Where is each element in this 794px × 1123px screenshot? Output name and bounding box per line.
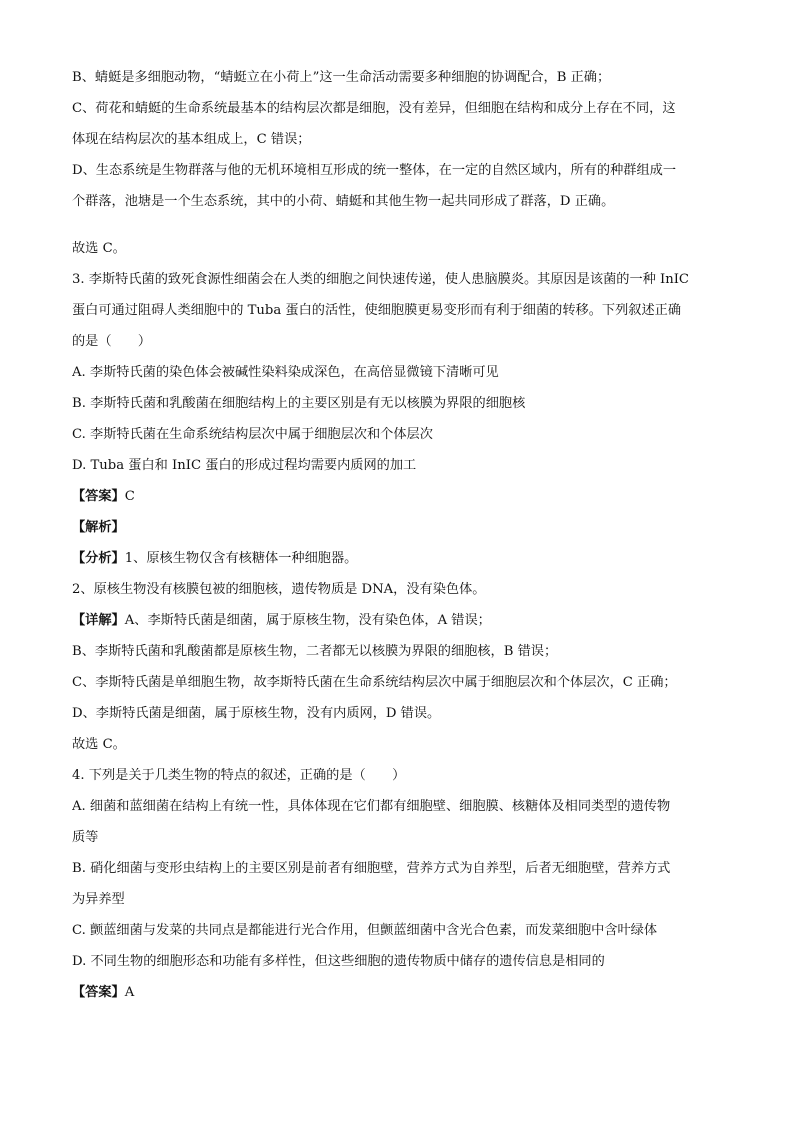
analysis-label: 【分析】 bbox=[72, 551, 125, 566]
q3-detail-a bbox=[72, 605, 722, 636]
paragraph-gap bbox=[72, 217, 722, 233]
q4-option-b-line2: 为异养型 bbox=[72, 892, 125, 907]
q4-stem: 4. 下列是关于几类生物的特点的叙述，正确的是（ ） bbox=[72, 768, 406, 783]
q3-analysis-point2: 2、原核生物没有核膜包被的细胞核，遗传物质是 DNA，没有染色体。 bbox=[72, 582, 486, 597]
q3-stem-line2: 蛋白可通过阻碍人类细胞中的 Tuba 蛋白的活性，使细胞膜更易变形而有利于细菌的转移。下列叙述正确 bbox=[72, 303, 682, 318]
detail-label: 【详解】 bbox=[72, 613, 125, 628]
q2-option-c-explanation-line1: C、荷花和蜻蜓的生命系统最基本的结构层次都是细胞，没有差异，但细胞在结构和成分上存在不同，这 bbox=[72, 101, 676, 116]
detail-text-a: A、李斯特氏菌是细菌，属于原核生物，没有染色体，A 错误； bbox=[124, 613, 491, 628]
q2-option-d-explanation-line2: 个群落，池塘是一个生态系统，其中的小荷、蜻蜓和其他生物一起共同形成了群落，D 正确。 bbox=[72, 194, 615, 209]
analysis-text-1: 1、原核生物仅含有核糖体一种细胞器。 bbox=[124, 551, 358, 566]
q2-conclusion: 故选 C。 bbox=[72, 241, 126, 256]
q2-option-b-explanation: B、蜻蜓是多细胞动物，“蜻蜓立在小荷上”这一生命活动需要多种细胞的协调配合，B 正确； bbox=[72, 70, 611, 85]
document-page bbox=[72, 62, 722, 1008]
q3-analysis-heading bbox=[72, 512, 722, 543]
answer-tag: 【答案】 bbox=[72, 985, 125, 1000]
q2-option-c-explanation-line2: 体现在结构层次的基本组成上，C 错误； bbox=[72, 132, 311, 147]
q3-stem-line1: 3. 李斯特氏菌的致死食源性细菌会在人类的细胞之间快速传递，使人患脑膜炎。其原因是该菌的一种 InIC bbox=[72, 272, 690, 287]
q4-option-c: C. 颤蓝细菌与发菜的共同点是都能进行光合作用，但颤蓝细菌中含光合色素，而发菜细胞中含叶绿体 bbox=[72, 923, 658, 938]
q4-option-b-line1: B. 硝化细菌与变形虫结构上的主要区别是前者有细胞壁，营养方式为自养型，后者无细胞壁，营养方式 bbox=[72, 861, 671, 876]
q3-option-a: A. 李斯特氏菌的染色体会被碱性染料染成深色，在高倍显微镜下清晰可见 bbox=[72, 365, 499, 380]
q3-analysis-point1 bbox=[72, 543, 722, 574]
q3-detail-b: B、李斯特氏菌和乳酸菌都是原核生物，二者都无以核膜为界限的细胞核，B 错误； bbox=[72, 644, 558, 659]
q4-option-a-line2: 质等 bbox=[72, 830, 99, 845]
q3-detail-d: D、李斯特氏菌是细菌，属于原核生物，没有内质网，D 错误。 bbox=[72, 706, 441, 721]
q4-option-d: D. 不同生物的细胞形态和功能有多样性，但这些细胞的遗传物质中储存的遗传信息是相同的 bbox=[72, 954, 605, 969]
analysis-tag: 【解析】 bbox=[72, 520, 125, 535]
q3-conclusion: 故选 C。 bbox=[72, 737, 126, 752]
answer-value: C bbox=[124, 489, 135, 504]
q3-option-b: B. 李斯特氏菌和乳酸菌在细胞结构上的主要区别是有无以核膜为界限的细胞核 bbox=[72, 396, 526, 411]
q3-option-c: C. 李斯特氏菌在生命系统结构层次中属于细胞层次和个体层次 bbox=[72, 427, 433, 442]
q3-option-d: D. Tuba 蛋白和 InIC 蛋白的形成过程均需要内质网的加工 bbox=[72, 458, 417, 473]
answer-tag: 【答案】 bbox=[72, 489, 125, 504]
q3-detail-c: C、李斯特氏菌是单细胞生物，故李斯特氏菌在生命系统结构层次中属于细胞层次和个体层次，C 正确； bbox=[72, 675, 677, 690]
answer-value: A bbox=[124, 985, 135, 1000]
q3-answer bbox=[72, 481, 722, 512]
q4-option-a-line1: A. 细菌和蓝细菌在结构上有统一性，具体体现在它们都有细胞壁、细胞膜、核糖体及相同类型的遗传物 bbox=[72, 799, 671, 814]
q3-stem-line3: 的是（ ） bbox=[72, 334, 152, 349]
q4-answer bbox=[72, 977, 722, 1008]
q2-option-d-explanation-line1: D、生态系统是生物群落与他的无机环境相互形成的统一整体，在一定的自然区域内，所有的种群组成一 bbox=[72, 163, 677, 178]
